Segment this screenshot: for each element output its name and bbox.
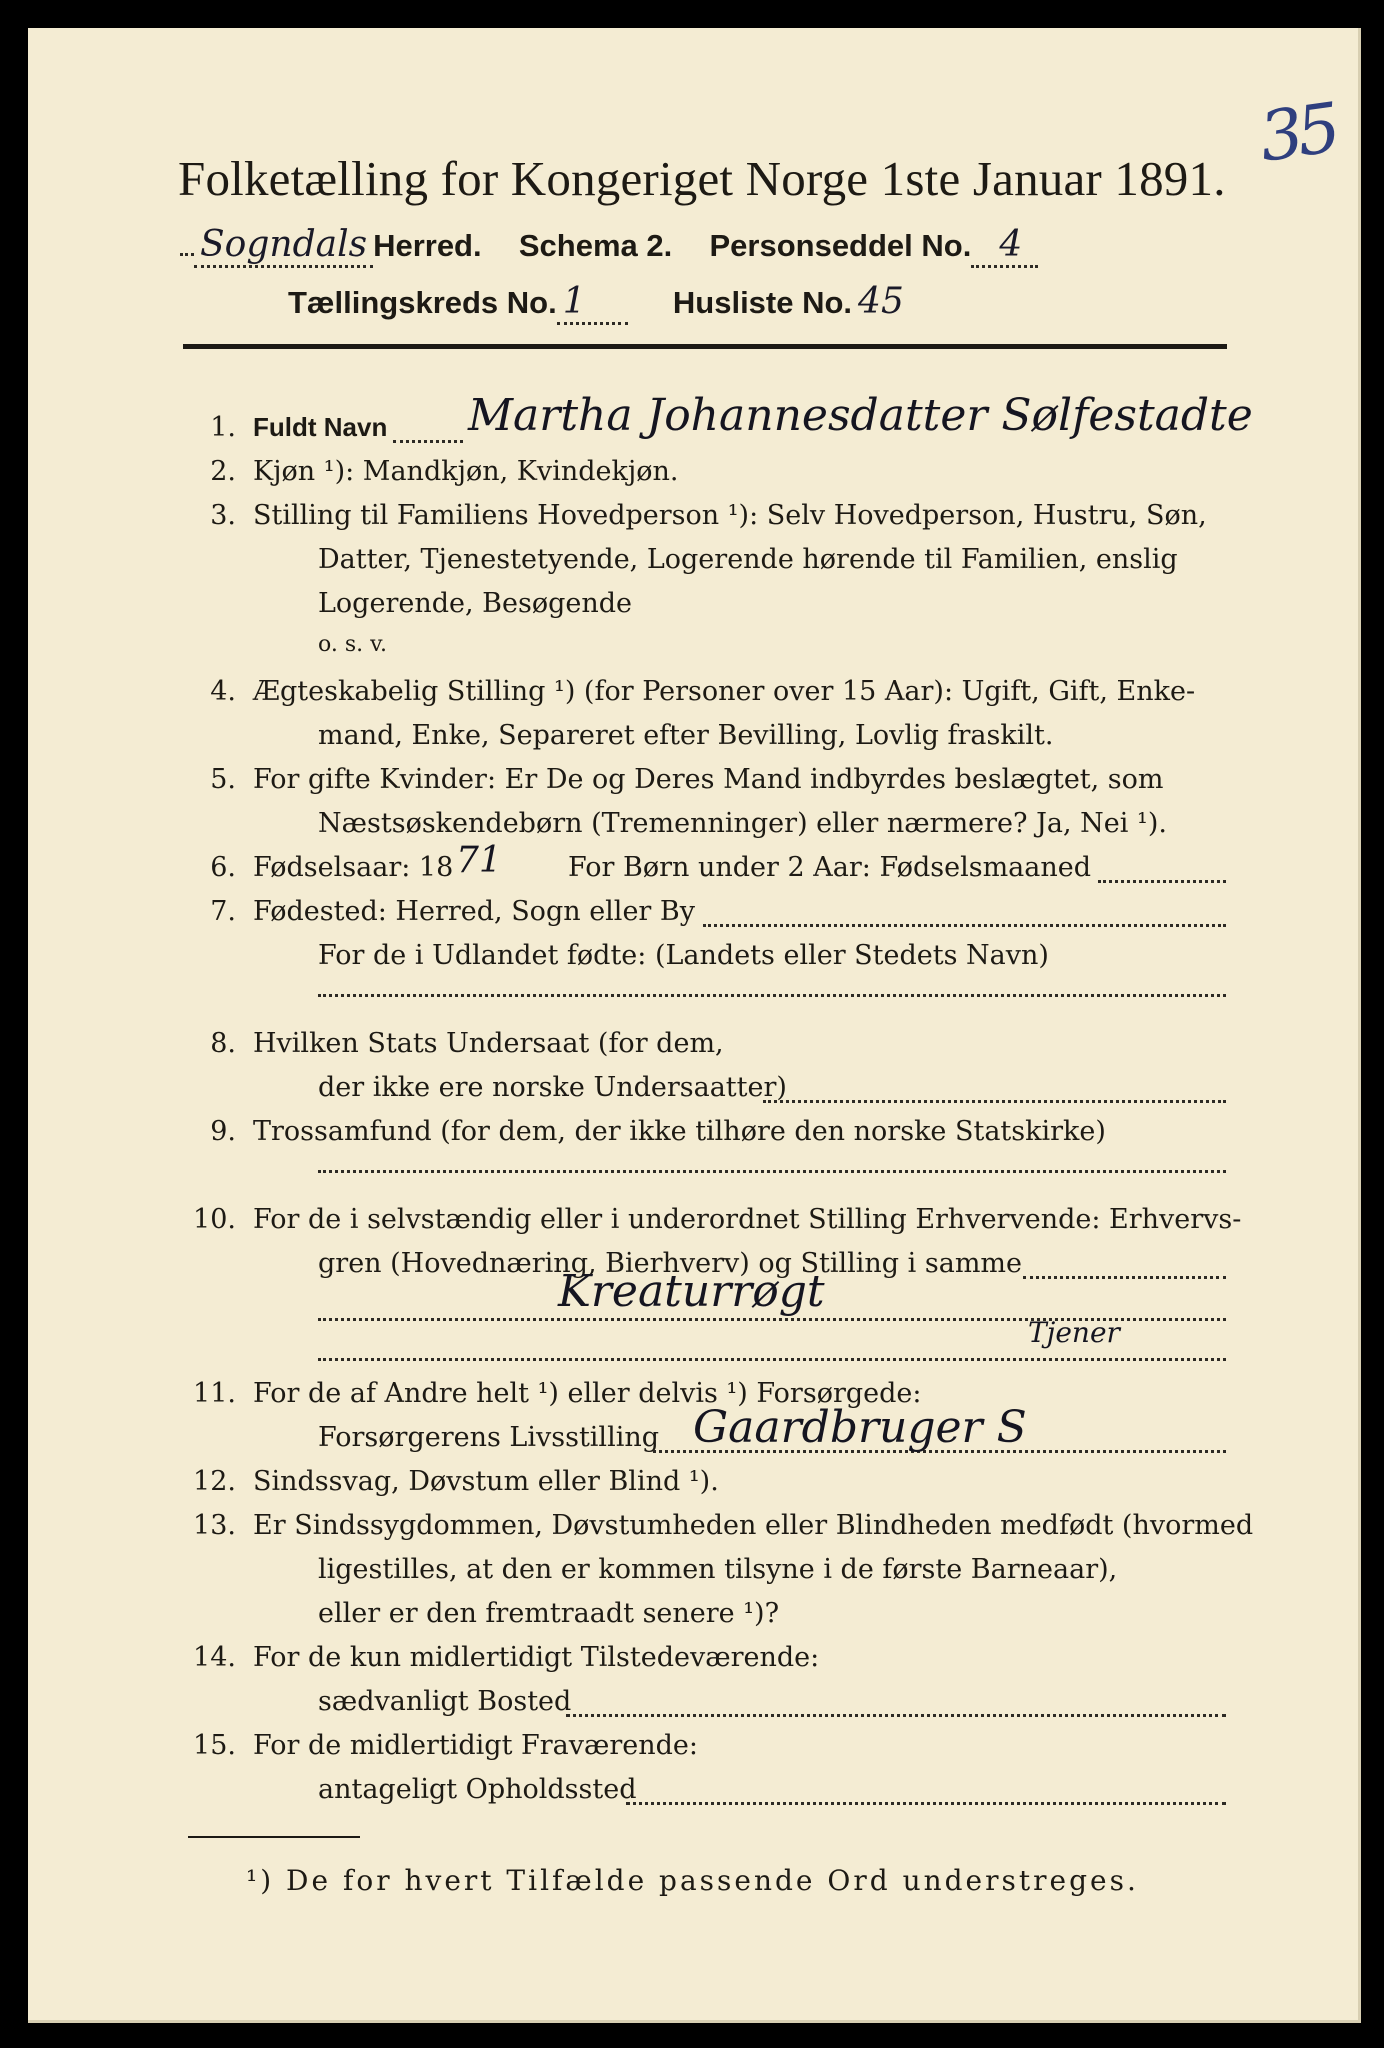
item-12-line-1: Sindssvag, Døvstum eller Blind ¹).	[253, 1466, 719, 1497]
birth-year-answer: 71	[456, 840, 502, 881]
item-14-line-2: sædvanligt Bosted	[318, 1686, 572, 1717]
form-title: Folketælling for Kongeriget Norge 1ste Januar 1891.	[178, 151, 1226, 206]
herred-label: Herred.	[373, 228, 482, 263]
item-11-line-2: Forsørgerens Livsstilling	[318, 1422, 660, 1453]
item-8-line-2: der ikke ere norske Undersaatter)	[318, 1072, 787, 1103]
item-14-line-1: For de kun midlertidigt Tilstedeværende:	[253, 1642, 820, 1673]
item-number: 12.	[193, 1466, 236, 1497]
item-3-line-1: Stilling til Familiens Hovedperson ¹): Selv Hovedperson, Hustru, Søn,	[253, 500, 1207, 531]
dotted-fill	[318, 1170, 1226, 1173]
dotted-fill	[566, 1714, 1226, 1717]
item-4-line-2: mand, Enke, Separeret efter Bevilling, Lovlig fraskilt.	[318, 720, 1054, 751]
item-5-line-2: Næstsøskendebørn (Tremenninger) eller nærmere? Ja, Nei ¹).	[318, 808, 1167, 839]
item-2-sex: Kjøn ¹): Mandkjøn, Kvindekjøn.	[253, 456, 679, 487]
item-5-line-1: For gifte Kvinder: Er De og Deres Mand indbyrdes beslægtet, som	[253, 764, 1164, 795]
item-number: 5.	[210, 764, 236, 795]
item-number: 10.	[193, 1204, 236, 1235]
occupation-status-answer: Tjener	[1028, 1316, 1120, 1349]
item-7-line-2: For de i Udlandet fødte: (Landets eller Stedets Navn)	[318, 940, 1049, 971]
kreds-line	[288, 281, 910, 322]
item-number: 14.	[193, 1642, 236, 1673]
dotted-fill	[626, 1802, 1226, 1805]
herred-handwritten: Sogndals	[194, 224, 373, 268]
item-number: 7.	[210, 896, 236, 927]
item-3-line-3: Logerende, Besøgende	[318, 588, 632, 619]
item-number: 6.	[210, 852, 236, 883]
item-number: 15.	[193, 1730, 236, 1761]
husliste-number: 45	[858, 281, 904, 322]
item-15-line-1: For de midlertidigt Fraværende:	[253, 1730, 699, 1761]
item-6-birth-month-label: For Børn under 2 Aar: Fødselsmaaned	[568, 852, 1092, 883]
item-1-label: Fuldt Navn	[253, 412, 388, 442]
footnote: ¹) De for hvert Tilfælde passende Ord understreges.	[246, 1864, 1139, 1897]
husliste-label: Husliste No.	[672, 285, 853, 320]
sheet-number: 35	[1254, 89, 1340, 178]
dotted-fill	[393, 440, 463, 443]
item-13-line-3: eller er den fremtraadt senere ¹)?	[318, 1598, 780, 1629]
dotted-fill	[318, 1358, 1226, 1361]
occupation-answer: Kreaturrøgt	[558, 1266, 825, 1317]
dotted-fill	[1023, 1276, 1226, 1279]
item-number: 1.	[210, 412, 236, 443]
item-number: 2.	[210, 456, 236, 487]
item-6-birth-year-label: Fødselsaar: 18	[253, 852, 454, 883]
census-form-sheet	[28, 28, 1361, 2023]
footnote-rule	[188, 1836, 360, 1838]
item-number: 13.	[193, 1510, 236, 1541]
item-number: 8.	[210, 1028, 236, 1059]
item-10-line-2: gren (Hovednæring, Bierhverv) og Stilling i samme	[318, 1248, 1023, 1279]
item-number: 9.	[210, 1116, 236, 1147]
item-15-line-2: antageligt Opholdssted	[318, 1774, 637, 1805]
dotted-fill	[763, 1100, 1226, 1103]
personseddel-label: Personseddel No.	[709, 228, 972, 263]
provider-answer: Gaardbruger S	[693, 1402, 1027, 1453]
kreds-number: 1	[557, 281, 628, 325]
item-10-line-1: For de i selvstændig eller i underordnet Stilling Erhvervende: Erhvervs-	[253, 1204, 1242, 1235]
item-7-line-1: Fødested: Herred, Sogn eller By	[253, 896, 696, 927]
item-number: 4.	[210, 676, 236, 707]
name-answer: Martha Johannesdatter Sølfestadte	[468, 390, 1253, 441]
item-13-line-1: Er Sindssygdommen, Døvstumheden eller Blindheden medfødt (hvormed	[253, 1510, 1254, 1541]
item-11-line-1: For de af Andre helt ¹) eller delvis ¹) Forsørgede:	[253, 1378, 922, 1409]
item-3-line-4: o. s. v.	[318, 632, 387, 657]
item-4-line-1: Ægteskabelig Stilling ¹) (for Personer over 15 Aar): Ugift, Gift, Enke-	[253, 676, 1196, 707]
dotted-fill	[703, 924, 1226, 927]
personseddel-number: 4	[971, 224, 1038, 268]
item-8-line-1: Hvilken Stats Undersaat (for dem,	[253, 1028, 724, 1059]
item-13-line-2: ligestilles, at den er kommen tilsyne i de første Barneaar),	[318, 1554, 1118, 1585]
item-number: 3.	[210, 500, 236, 531]
header-rule	[183, 344, 1227, 349]
schema-label: Schema 2.	[518, 228, 673, 263]
kreds-label: Tællingskreds No.	[288, 285, 557, 320]
item-3-line-2: Datter, Tjenestetyende, Logerende hørende til Familien, enslig	[318, 544, 1178, 575]
item-number: 11.	[193, 1378, 236, 1409]
item-9-line-1: Trossamfund (for dem, der ikke tilhøre den norske Statskirke)	[253, 1116, 1106, 1147]
herred-line	[180, 224, 1038, 265]
dotted-fill	[318, 994, 1226, 997]
dotted-fill	[1098, 880, 1226, 883]
